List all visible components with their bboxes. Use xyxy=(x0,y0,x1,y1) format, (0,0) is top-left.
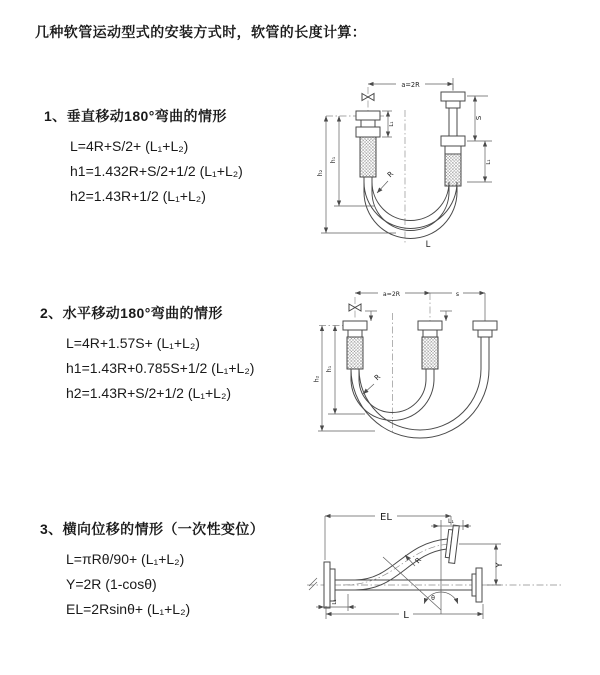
page-title: 几种软管运动型式的安装方式时，软管的长度计算： xyxy=(35,24,367,40)
formula-length: L=πRθ/90+ (L₁+L₂) xyxy=(66,551,185,567)
section-3-heading: 3、横向位移的情形（一次性变位） xyxy=(40,521,265,537)
pipe-3-fitting xyxy=(473,321,497,369)
dim-label-l1-top: L₁ xyxy=(448,518,454,525)
diagram-2-drawing xyxy=(313,281,597,445)
dim-label-radius: R xyxy=(385,169,396,180)
dim-label-radius: R xyxy=(413,555,424,566)
centerlines xyxy=(326,84,453,244)
braid-section xyxy=(422,337,438,369)
centerlines xyxy=(319,293,430,433)
section-2-formulas xyxy=(66,331,254,406)
valve-icon xyxy=(362,94,374,101)
pipe-2-fitting xyxy=(418,321,442,379)
dim-heights xyxy=(314,326,376,432)
formula-length: L=4R+S/2+ (L₁+L₂) xyxy=(70,138,189,154)
dim-label-stroke: s xyxy=(455,291,460,298)
radius-and-angle xyxy=(383,555,458,610)
dim-label-l1-left: L₁ xyxy=(389,121,395,127)
dim-length xyxy=(326,604,483,621)
braid-section xyxy=(347,337,363,369)
formula-el: EL=2Rsinθ+ (L₁+L₂) xyxy=(66,601,191,617)
section-1-heading: 1、垂直移动180°弯曲的情形 xyxy=(44,108,227,124)
section-2 xyxy=(40,303,254,406)
pipe-1-fitting xyxy=(343,321,367,379)
formula-h2: h2=1.43R+S/2+1/2 (L₁+L₂) xyxy=(66,385,232,401)
dim-label-width: a=2R xyxy=(401,81,420,89)
dim-label-width: a=2R xyxy=(382,291,401,298)
dim-label-radius: R xyxy=(372,372,383,383)
braid-section xyxy=(360,137,376,177)
diagram-1-vertical-180-bend xyxy=(312,70,597,260)
section-3 xyxy=(40,519,264,622)
formula-h2: h2=1.43R+1/2 (L₁+L₂) xyxy=(70,188,206,204)
dim-label-length: L xyxy=(425,240,431,250)
formula-h1: h1=1.432R+S/2+1/2 (L₁+L₂) xyxy=(70,163,243,179)
diagram-3-drawing xyxy=(303,502,600,652)
section-3-formulas xyxy=(66,547,264,622)
dim-label-y: Y xyxy=(495,562,505,568)
dim-label-h2: h₂ xyxy=(317,169,324,177)
dim-label-l1-left: L₁ xyxy=(332,599,338,605)
formula-length: L=4R+1.57S+ (L₁+L₂) xyxy=(66,335,200,351)
radius-leader xyxy=(377,169,395,193)
dim-label-h1: h₁ xyxy=(326,365,333,373)
right-flange-fitting xyxy=(472,568,482,602)
dim-width-and-stroke xyxy=(355,289,485,322)
formula-h1: h1=1.43R+0.785S+1/2 (L₁+L₂) xyxy=(66,360,255,376)
dim-l1-left xyxy=(316,594,356,611)
formula-y: Y=2R (1-cosθ) xyxy=(66,576,157,592)
radius-leader xyxy=(363,372,382,394)
hose-u-curves xyxy=(364,182,457,238)
section-1-formulas xyxy=(70,134,243,209)
dim-label-h1: h₁ xyxy=(330,156,337,164)
dim-width xyxy=(368,78,453,90)
left-pipe-fitting xyxy=(356,111,380,192)
right-pipe-fitting xyxy=(441,92,465,192)
centerline-break-tick xyxy=(309,578,317,590)
tilted-flange-fitting xyxy=(445,525,460,564)
hose-u-curves xyxy=(351,369,489,438)
section-1 xyxy=(44,106,243,209)
dim-label-el: EL xyxy=(380,512,392,523)
dim-label-l1-right: L₁ xyxy=(486,159,492,165)
diagram-2-horizontal-180-bend xyxy=(313,281,597,450)
dim-label-h2: h₂ xyxy=(313,375,321,383)
valve-icon xyxy=(349,304,361,311)
small-reference-dims xyxy=(365,311,452,321)
dim-fitting-left xyxy=(382,111,395,137)
diagram-3-lateral-displacement xyxy=(303,502,600,657)
section-2-heading: 2、水平移动180°弯曲的情形 xyxy=(40,305,223,321)
dim-label-length: L xyxy=(403,610,409,621)
dim-label-theta: θ xyxy=(431,595,435,602)
dim-stroke-s xyxy=(467,96,492,182)
diagram-1-drawing xyxy=(312,70,597,255)
dim-label-stroke: S xyxy=(474,115,483,121)
braid-section xyxy=(445,154,461,186)
